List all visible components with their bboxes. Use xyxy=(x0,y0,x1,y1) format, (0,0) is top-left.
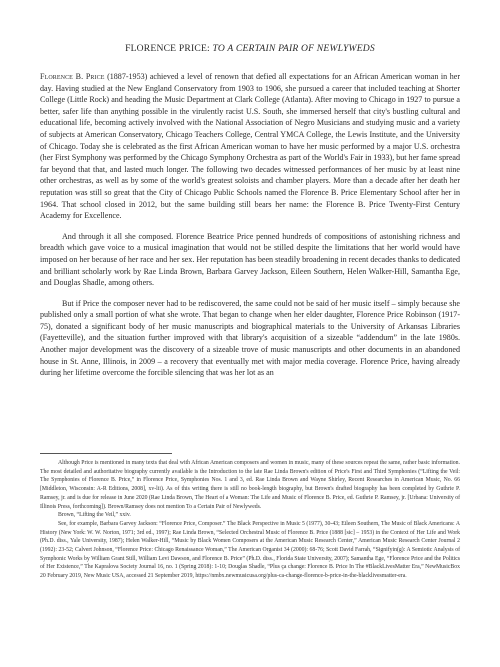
footnote-1: Although Price is mentioned in many texts that deal with African American composers and women in music, many of these sources repeat the same, rather basic information. The most detailed and authoritative biography currently available is the Introduction to the late Rae Linda Brown's edition of Price's First and Third Symphonies (“Lifting the Veil: The Symphonies of Florence B. Price,” in Florence Price, Symphonies Nos. 1 and 3, ed. Rae Linda Brown and Wayne Shirley, Recent Researches in American Music, No. 66 [Middleton, Wisconsin: A-R Editions, 2008], xv-lii). As of this writing there is still no book-length biography, but Brown's drafted biography has been completed by Guthrie P. Ramsey, jr. and is due for release in June 2020 (Rae Linda Brown, The Heart of a Woman: The Life and Music of Florence B. Price, ed. Guthrie P. Ramsey, jr. [Urbana: University of Illinois Press, forthcoming]). Brown/Ramsey does not mention To a Certain Pair of Newlyweds. xyxy=(40,460,460,510)
footnote-3: See, for example, Barbara Garvey Jackson: “Florence Price, Composer.” The Black Perspective in Music 5 (1977), 30-43; Eileen Southern, The Music of Black Americans: A History (New York: W. W. Norton, 1971; 3rd ed., 1997); Rae Linda Brown, “Selected Orchestral Music of Florence B. Price (1888 [sic] – 1953) in the Context of Her Life and Work (Ph.D. diss., Yale University, 1987); Helen Walker-Hill, “Music by Black Women Composers at the American Music Research Center,” American Music Research Center Journal 2 (1992): 23-52; Calvert Johnson, “Florence Price: Chicago Renaissance Woman,” The American Organist 34 (2000): 68-76; Scott David Farrah, “Signifyin(g): A Semiotic Analysis of Symphonic Works by William Grant Still, William Levi Dawson, and Florence B. Price” (Ph.D. diss., Florida State University, 2007); Samantha Ege, “Florence Price and the Politics of Her Existence,” The Kapralova Society Journal 16, no. 1 (Spring 2018): 1-10; Douglas Shadle, “Plus ça change: Florence B. Price In The #BlackLivesMatter Era,” NewMusicBox 20 February 2019, New Music USA, accessed 21 September 2019, https://nmbx.newmusicusa.org/plus-ca-change-florence-b-price-in-the-blacklivesmatter-era. xyxy=(40,520,460,580)
body-text xyxy=(40,71,460,379)
footnotes xyxy=(40,459,460,581)
footnote-2: Brown, “Lifting the Veil,” xxiv. xyxy=(58,512,131,519)
paragraph-1-lead: Florence B. Price xyxy=(40,72,105,81)
paragraph-1 xyxy=(40,71,460,222)
title-italic: TO A CERTAIN PAIR OF NEWLYWEDS xyxy=(212,43,375,54)
footnote-divider xyxy=(40,453,172,454)
paragraph-2: And through it all she composed. Florence Beatrice Price penned hundreds of compositions of astonishing richness and breadth which gave voice to a musical imagination that would not be stilled despite the limitations that her world would have imposed on her because of her race and her sex. Her reputation has been steadily broadening in recent decades thanks to dedicated and brilliant scholarly work by Rae Linda Brown, Barbara Garvey Jackson, Eileen Southern, Helen Walker-Hill, Samantha Ege, and Douglas Shadle, among others. xyxy=(40,231,460,288)
paragraph-3: But if Price the composer never had to be rediscovered, the same could not be said of her music itself – simply because she published only a small portion of what she wrote. That began to change when her elder daughter, Florence Price Robinson (1917-75), donated a significant body of her music manuscripts and biographical materials to the University of Arkansas Libraries (Fayetteville), and the situation further improved with that library's acquisition of a sizeable “addendum” in the late 1980s. Another major development was the discovery of a sizeable trove of music manuscripts and other documents in an abandoned house in St. Anne, Illinois, in 2009 – a recovery that eventually met with major media coverage. Florence Price, having already during her lifetime overcome the forcible silencing that was her lot as an xyxy=(40,298,460,378)
paragraph-1-text: (1887-1953) achieved a level of renown that defied all expectations for an African American woman in her day. Having studied at the New England Conservatory from 1903 to 1906, she pursued a career that included teaching at Shorter College (Little Rock) and heading the Music Department at Clark College (Atlanta). After moving to Chicago in 1927 to pursue a better, safer life than anything possible in the virulently racist U.S. South, she immersed herself that city's bustling cultural and educational life, becoming actively involved with the National Association of Negro Musicians and studying music and a variety of subjects at American Conservatory, Chicago Teachers College, Central YMCA College, the Lewis Institute, and the University of Chicago. Today she is celebrated as the first African American woman to have her music performed by a major U.S. orchestra (her First Symphony was performed by the Chicago Symphony Orchestra as part of the World's Fair in 1933), but her fame spread far beyond that that, and lasted much longer. The following two decades witnessed performances of her music by at least nine other orchestras, as well as by some of the world's greatest soloists and chamber players. More than a decade after her death her reputation was still so great that the City of Chicago Public Schools named the Florence B. Price Elementary School after her in 1964. That school closed in 2012, but the same building still bears her name: the Florence B. Price Twenty-First Century Academy for Excellence. xyxy=(40,72,461,221)
page-title xyxy=(40,43,460,55)
title-plain: FLORENCE PRICE: xyxy=(125,43,213,54)
